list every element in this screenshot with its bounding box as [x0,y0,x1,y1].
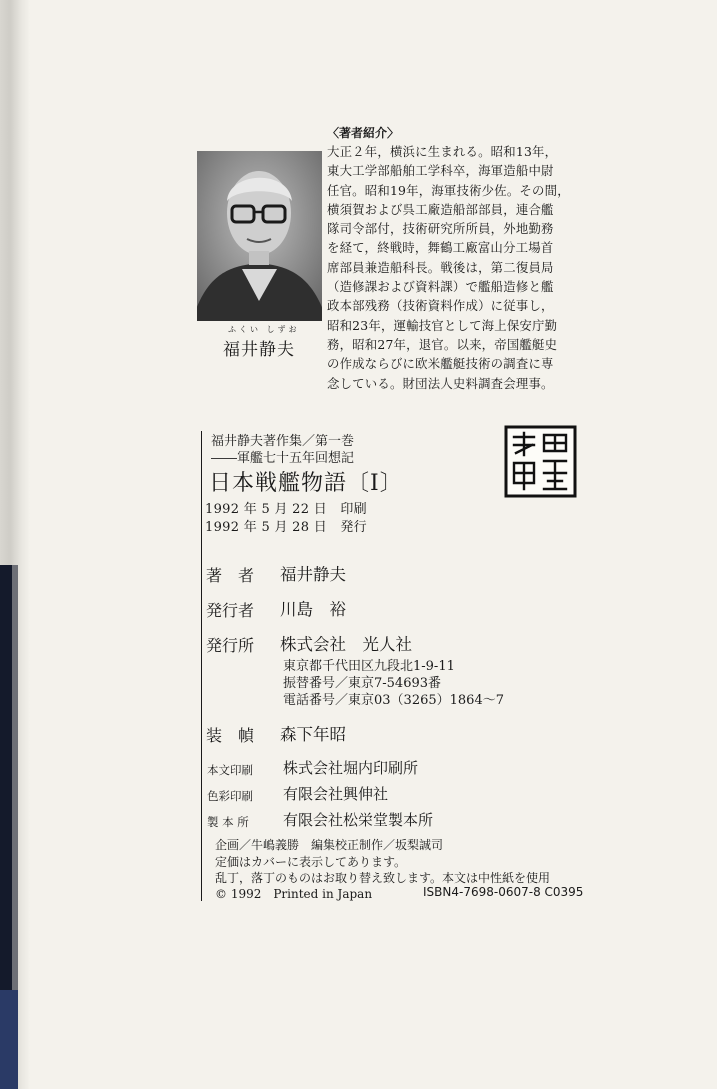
author-name-ruby: ふくい しずお [228,325,300,334]
bookbinder-label: 製 本 所 [207,815,249,829]
issue-date: 1992 年 5 月 28 日 発行 [205,520,367,535]
color-print-label: 色彩印刷 [207,789,253,803]
colophon-rule [201,431,202,901]
bio-line: 横須賀および呉工廠造船部部員，連合艦 [327,201,554,217]
defects-note: 乱丁，落丁のものはお取り替え致します。本文は中性紙を使用 [215,871,551,885]
bio-line: 念している。財団法人史料調査会理事。 [327,375,554,391]
author-value: 福井静夫 [280,565,346,584]
series-title: 福井静夫著作集／第一巻 [211,434,355,449]
bio-line: 東大工学部船舶工学科卒，海軍造船中尉 [327,163,554,179]
bio-line: を経て，終戦時，舞鶴工廠富山分工場首 [327,240,554,256]
binding-design-label: 装 幀 [206,726,255,745]
copyright: © 1992 Printed in Japan [215,887,373,901]
price-note: 定価はカバーに表示してあります。 [215,855,407,869]
author-photo-caption: 福井静夫 [223,340,295,360]
phone-number: 電話番号／東京03（3265）1864～7 [283,693,504,708]
book-title: 日本戦艦物語〔Ⅰ〕 [209,471,403,496]
publisher-person-value: 川島 裕 [280,600,346,619]
publisher-person-label: 発行者 [206,601,255,620]
bio-line: 政本部残務（技術資料作成）に従事し， [327,298,554,314]
color-print-value: 有限会社興伸社 [283,785,389,803]
publisher-label: 発行所 [206,636,255,655]
text-print-value: 株式会社堀内印刷所 [283,759,419,777]
bio-line: （造修課および資料課）で艦船造修と艦 [327,279,554,295]
author-label: 著 者 [206,566,255,585]
author-seal-stamp [504,425,577,498]
publisher-value: 株式会社 光人社 [280,635,412,654]
bio-line: 席部員兼造船科長。戦後は，第二復員局 [327,259,554,275]
bio-line: 昭和23年，運輸技官として海上保安庁勤 [327,317,558,333]
transfer-number: 振替番号／東京7-54693番 [283,676,442,691]
author-portrait-image [197,151,322,321]
bio-text [327,142,589,393]
author-photo [197,151,322,321]
isbn: ISBN4-7698-0607-8 C0395 [423,885,584,899]
bio-line: 大正２年，横浜に生まれる。昭和13年， [327,144,558,159]
planning-credit: 企画／牛嶋義勝 編集校正制作／坂梨誠司 [215,838,444,852]
spine-blue-band [0,990,18,1089]
bio-line: の作成ならびに欧米艦艇技術の調査に専 [327,356,554,372]
text-print-label: 本文印刷 [207,763,253,777]
book-subtitle: ――軍艦七十五年回想記 [211,451,355,466]
bio-heading: 〈著者紹介〉 [327,126,400,140]
print-date: 1992 年 5 月 22 日 印刷 [205,502,367,517]
address-line: 東京都千代田区九段北1-9-11 [283,659,455,674]
bio-line: 任官。昭和19年，海軍技術少佐。その間， [327,182,570,198]
bookbinder-value: 有限会社松栄堂製本所 [283,811,434,829]
bio-line: 務，昭和27年，退官。以来，帝国艦艇史 [327,336,558,352]
bio-line: 隊司令部付，技術研究所所員，外地勤務 [327,221,554,237]
binding-design-value: 森下年昭 [280,725,346,744]
